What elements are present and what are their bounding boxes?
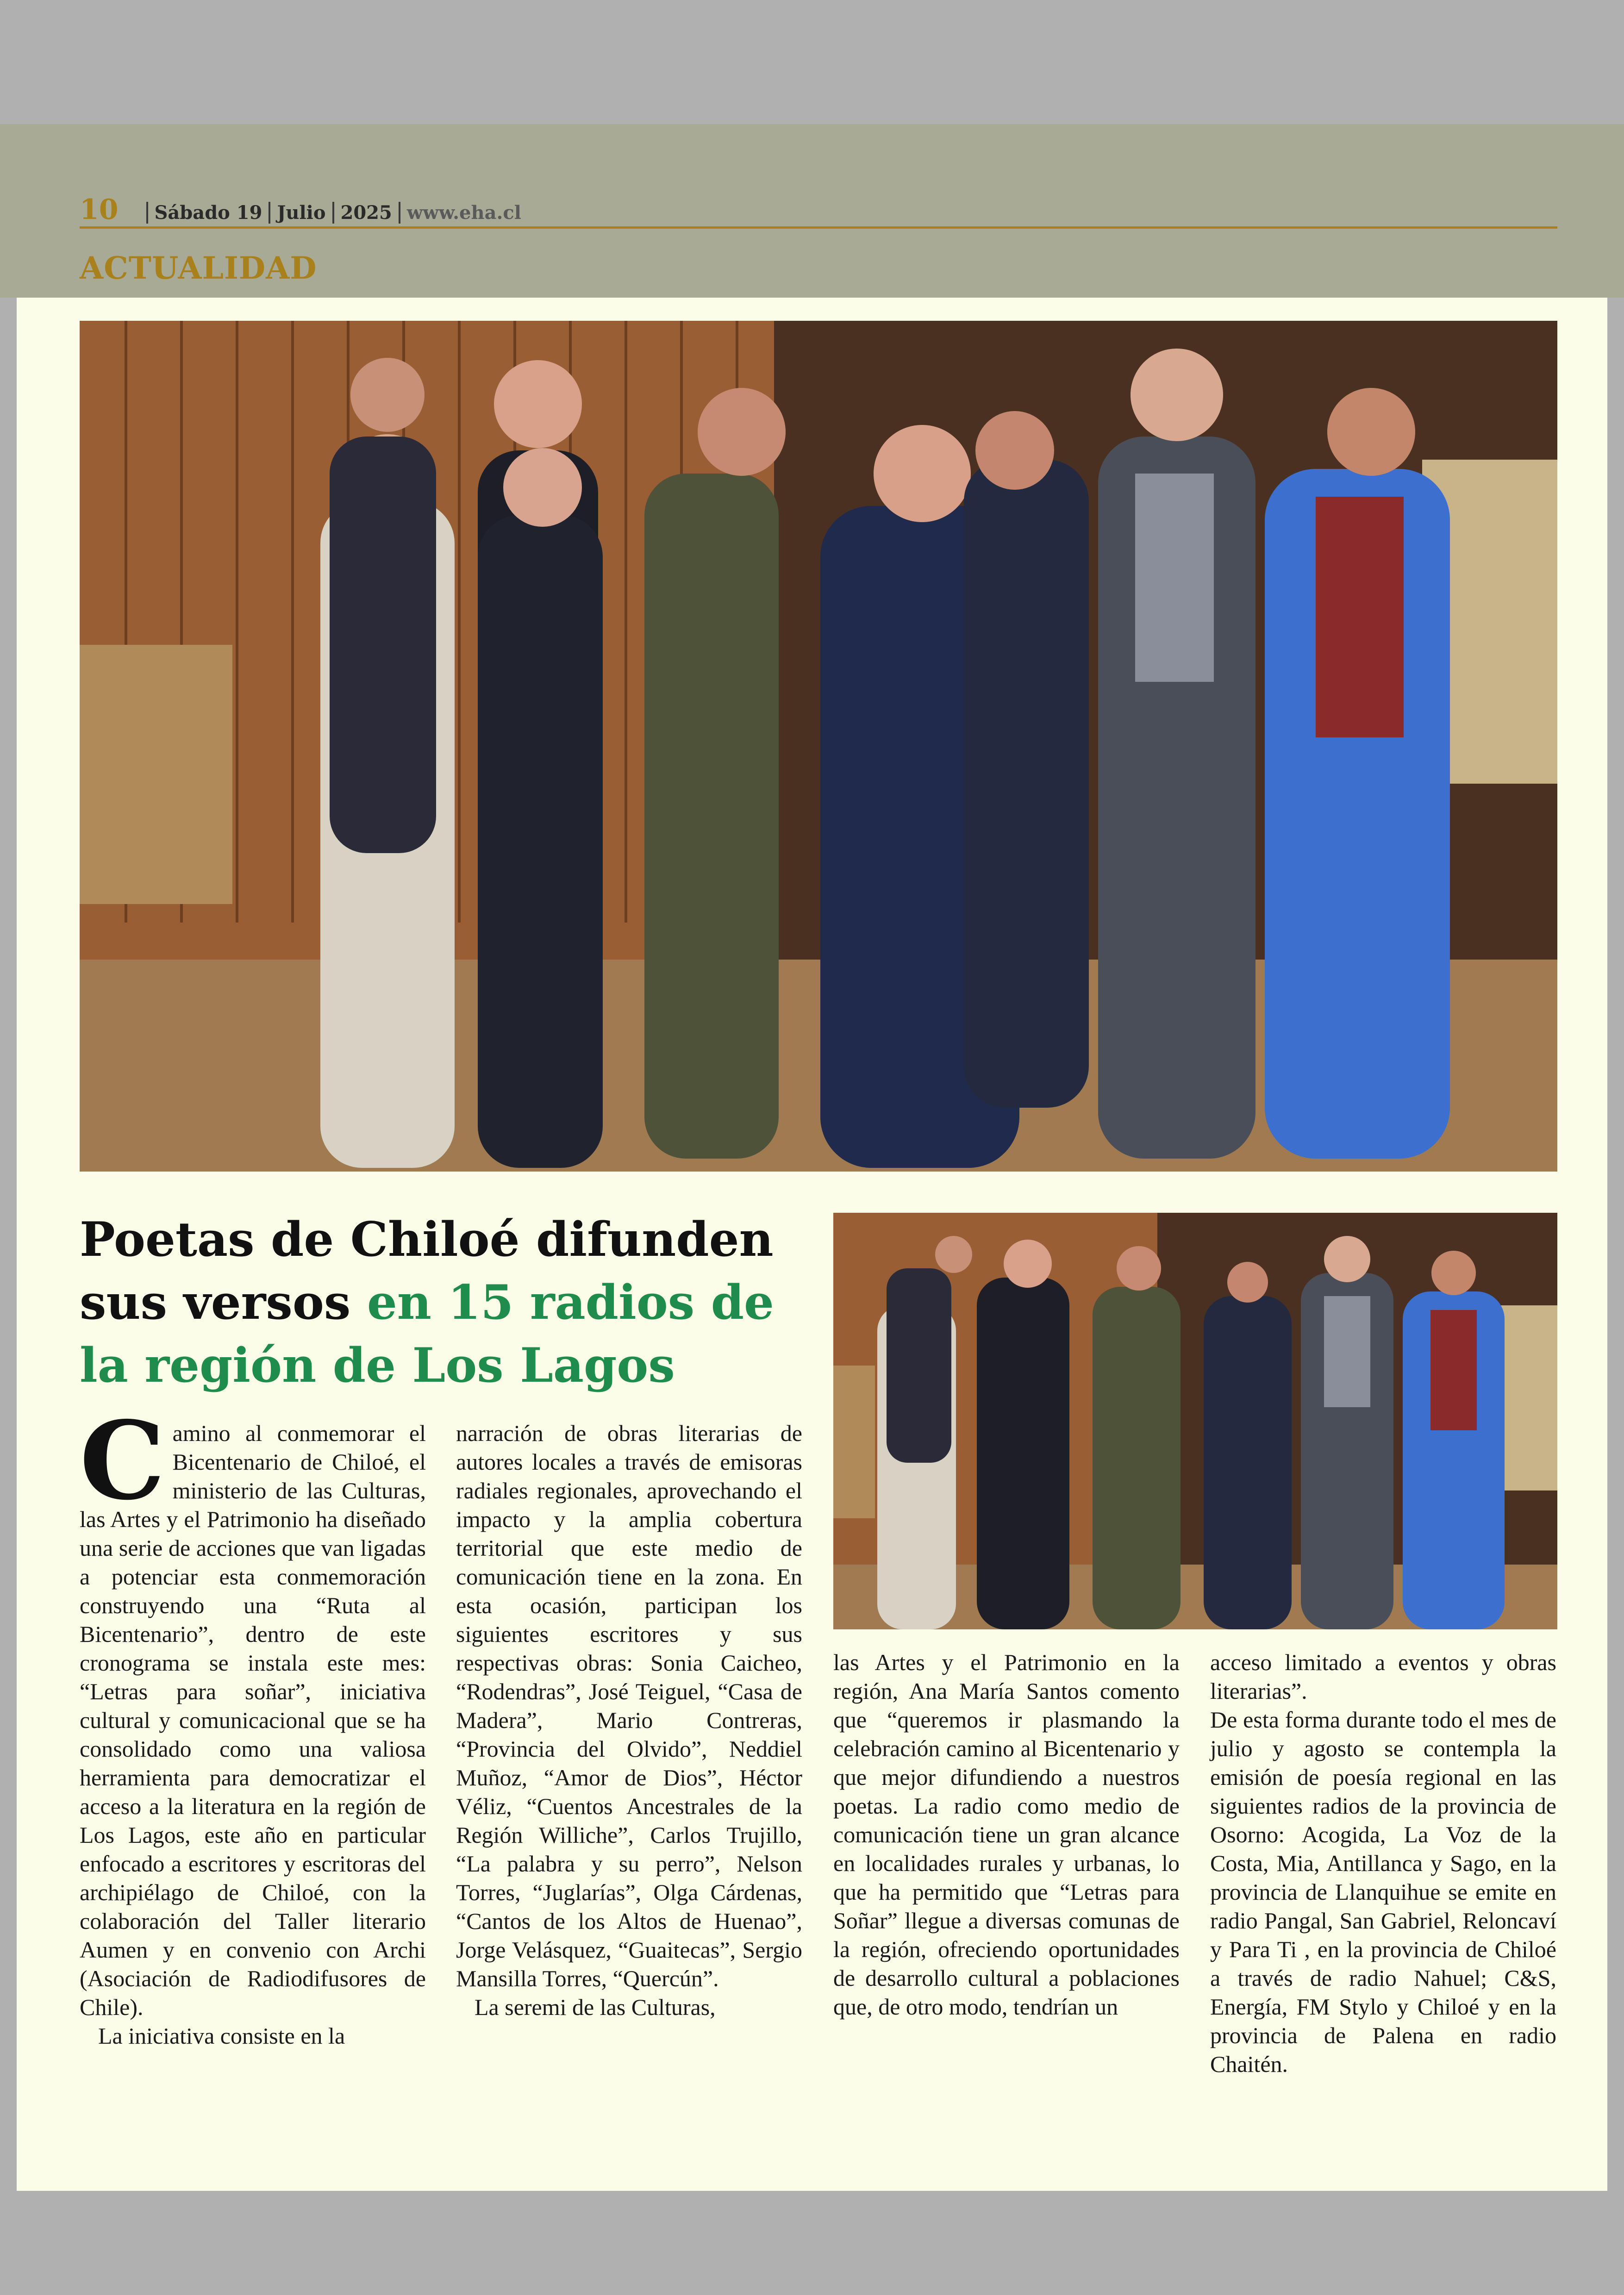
website-link[interactable]: www.eha.cl [399,202,528,224]
date-year: 2025 [332,202,399,224]
headline-black: Poetas de Chiloé difunden sus versos [80,1212,774,1330]
paragraph: La seremi de las Culturas, [475,1994,716,2020]
secondary-group-photo [833,1213,1557,1629]
headline-green: en 15 radios de la región de Los Lagos [80,1275,774,1393]
paragraph: De esta forma durante todo el mes de julio y agosto se contempla la emisión de poesía regional en las siguientes radios de la provincia de Osorno: Acogida, La Voz de la Costa, Mia, Antillanca y Sago, en la provincia de Llanquihue se emite en radio Pangal, San Gabriel, Reloncaví y Para Ti , en la provincia de Chiloé a través de radio Nahuel; C&S, Energía, FM Stylo y Chiloé y en la provincia de Palena en radio Chaitén. [1210,1707,1556,2077]
paragraph: amino al conmemorar el Bicentenario de Chiloé, el ministerio de las Culturas, las Artes y el Patrimonio ha diseñado una serie de acciones que van ligadas a potenciar esta conmemoración construyendo una “Ruta al Bicentenario”, dentro de este cronograma se instala este mes: “Letras para soñar”, iniciativa cultural y comunicacional que se ha consolidado como una valiosa herramienta para democratizar el acceso a la literatura en la región de Los Lagos, este año en particular enfocado a escritores y escritoras del archipiélago de Chiloé, con la colaboración del Taller literario Aumen y en convenio con Archi (Asociación de Radiodifusores de Chile). [80,1420,426,2020]
page-number: 10 [80,193,119,226]
paragraph: La iniciativa consiste en la [98,2023,345,2049]
drop-cap: C [80,1397,165,1524]
paragraph: las Artes y el Patrimonio en la región, Ana María Santos comento que “queremos ir plasmando la celebración camino al Bicentenario y que mejor difundiendo a nuestros poetas. La radio como medio de comunicación tiene un gran alcance en localidades rurales y urbanas, lo que ha permitido que “Letras para Soñar” llegue a diversas comunas de la región, ofreciendo oportunidades de desarrollo cultural a poblaciones que, de otro modo, tendrían un [833,1649,1180,2020]
bottom-margin [0,2191,1624,2295]
top-margin [0,0,1624,124]
article-column-2 [456,1419,802,2021]
folio [80,193,528,231]
section-title: ACTUALIDAD [80,250,317,286]
header-divider [80,226,1557,229]
date-day: Sábado 19 [146,202,269,224]
article-headline [80,1208,802,1397]
date-month: Julio [269,202,332,224]
paragraph: narración de obras literarias de autores locales a través de emisoras radiales regionales, aprovechando el impacto y la amplia cobertura territorial que este medio de comunicación tiene en la zona. En esta ocasión, participan los siguientes escritores y sus respectivas obras: Sonia Caicheo, “Rodendras”, José Teiguel, “Casa de Madera”, Mario Contreras, “Provincia del Olvido”, Neddiel Muñoz, “Amor de Dios”, Héctor Véliz, “Cuentos Ancestrales de la Región Williche”, Carlos Trujillo, “La palabra y su perro”, Nelson Torres, “Juglarías”, Olga Cárdenas, “Cantos de los Altos de Huenao”, Jorge Velásquez, “Guaitecas”, Sergio Mansilla Torres, “Quercún”. [456,1420,802,1991]
main-group-photo [80,321,1557,1172]
paragraph: acceso limitado a eventos y obras literarias”. [1210,1649,1556,1704]
article-column-4 [1210,1648,1556,2078]
article-column-3 [833,1648,1180,2021]
article-column-1 [80,1397,426,2050]
